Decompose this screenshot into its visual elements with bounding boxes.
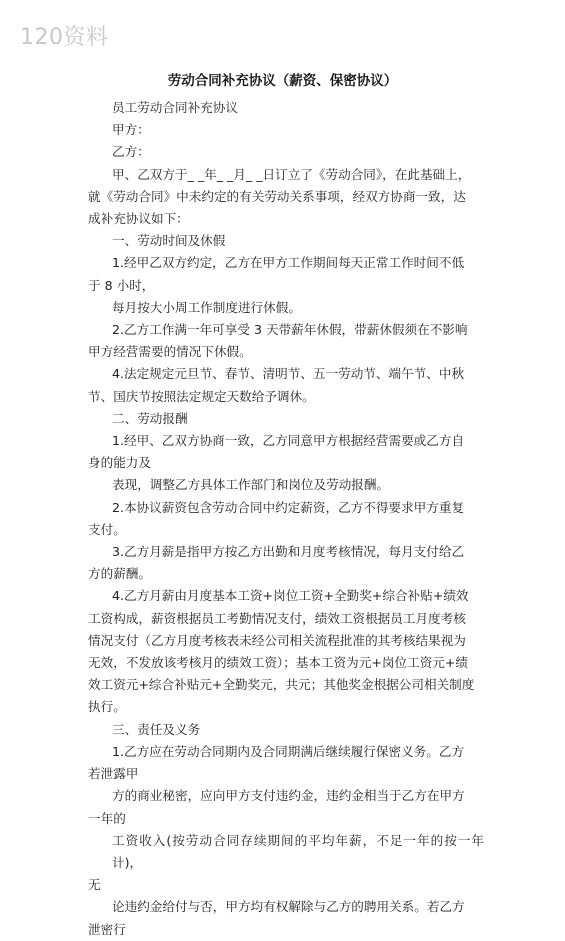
- doc-subtitle: 员工劳动合同补充协议: [112, 100, 238, 115]
- text-line: 每月按大小周工作制度进行休假。: [112, 299, 301, 315]
- text-line: 3.乙方月薪是指甲方按乙方出勤和月度考核情况，每月支付给乙: [112, 544, 465, 560]
- text-line: 身的能力及: [88, 455, 151, 471]
- text-line: 2.本协议薪资包含劳动合同中约定薪资，乙方不得要求甲方重复: [112, 499, 465, 515]
- header-block: [88, 97, 484, 941]
- section-heading: 一、劳动时间及休假: [112, 233, 226, 249]
- text-line: 无效，不发放该考核月的绩效工资）；基本工资为元+岗位工资元+绩: [88, 655, 469, 671]
- text-line: 于 8 小时，: [88, 277, 155, 293]
- text-line: 2.乙方工作满一年可享受 3 天带薪年休假，带薪休假须在不影响: [112, 322, 468, 338]
- text-line: 方的薪酬。: [88, 566, 151, 582]
- party-a-line: 甲方：: [112, 122, 150, 138]
- text-line: 节、国庆节按照法定规定天数给予调休。: [88, 388, 315, 404]
- text-line: 若泄露甲: [88, 766, 139, 782]
- text-line: 工资构成，薪资根据员工考勤情况支付，绩效工资根据员工月度考核: [88, 610, 466, 626]
- party-b-line: 乙方：: [112, 144, 150, 160]
- document-title: 劳动合同补充协议（薪资、保密协议）: [167, 73, 398, 89]
- text-line: 1.经甲、乙双方协商一致，乙方同意甲方根据经营需要或乙方自: [112, 433, 465, 449]
- text-line: 支付。: [88, 521, 126, 537]
- text-line: 甲方经营需要的情况下休假。: [88, 344, 252, 360]
- text-line: 泄密行: [88, 921, 126, 937]
- text-line: 表现，调整乙方具体工作部门和岗位及劳动报酬。: [112, 477, 390, 493]
- section-heading: 二、劳动报酬: [112, 410, 188, 426]
- watermark-logo: 120资料: [20, 25, 109, 50]
- text-line: 一年的: [88, 810, 126, 826]
- text-line: 论违约金给付与否，甲方均有权解除与乙方的聘用关系。若乙方: [112, 899, 465, 915]
- text-line: 执行。: [88, 699, 126, 715]
- text-line: 4.法定规定元旦节、春节、清明节、五一劳动节、端午节、中秋: [112, 366, 465, 382]
- text-line: 1.乙方应在劳动合同期内及合同期满后继续履行保密义务。乙方: [112, 743, 465, 759]
- text-line: 4.乙方月薪由月度基本工资+岗位工资+全勤奖+综合补贴+绩效: [112, 588, 469, 604]
- text-line: 情况支付（乙方月度考核表未经公司相关流程批准的其考核结果视为: [88, 632, 466, 648]
- text-line: 成补充协议如下：: [88, 211, 189, 227]
- text-line: 1.经甲乙双方约定，乙方在甲方工作期间每天正常工作时间不低: [112, 255, 465, 271]
- text-line: 工资收入(按劳动合同存续期间的平均年薪，不足一年的按一年计)，: [112, 832, 484, 870]
- text-line: 方的商业秘密，应向甲方支付违约金，违约金相当于乙方在甲方: [112, 788, 465, 804]
- text-line: 就《劳动合同》中未约定的有关劳动关系事项，经双方协商一致，达: [88, 188, 466, 204]
- text-line: 甲、乙双方于_ _年_ _月_ _日订立了《劳动合同》，在此基础上，: [112, 166, 471, 182]
- text-line: 效工资元+综合补贴元+全勤奖元，共元；其他奖金根据公司相关制度: [88, 677, 475, 693]
- section-heading: 三、责任及义务: [112, 721, 201, 737]
- text-line: 无: [88, 877, 101, 893]
